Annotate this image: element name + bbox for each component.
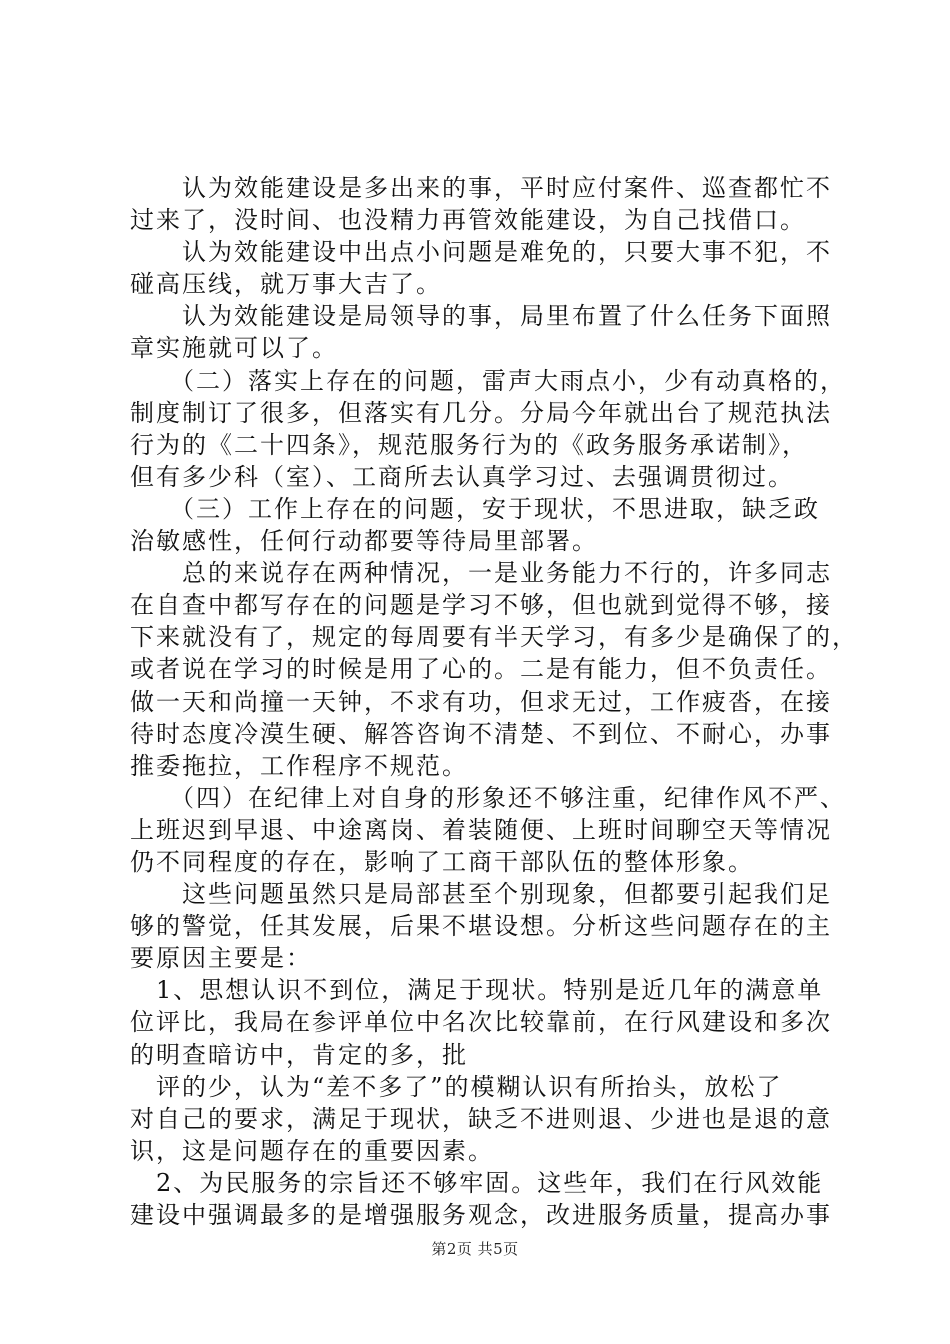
text-line: （二）落实上存在的问题，雷声大雨点小，少有动真格的， [130, 366, 846, 395]
text-line: 认为效能建设中出点小问题是难免的，只要大事不犯，不 [130, 238, 832, 267]
text-line: 够的警觉，任其发展，后果不堪设想。分析这些问题存在的主 [130, 912, 832, 941]
text-line: 这些问题虽然只是局部甚至个别现象，但都要引起我们足 [130, 880, 832, 909]
text-line: 1、思想认识不到位，满足于现状。特别是近几年的满意单 [130, 976, 824, 1005]
text-line: 待时态度冷漠生硬、解答咨询不清楚、不到位、不耐心，办事 [130, 719, 832, 748]
text-line: （四）在纪律上对自身的形象还不够注重，纪律作风不严、 [130, 783, 846, 812]
text-line: 识，这是问题存在的重要因素。 [130, 1136, 494, 1165]
text-line: 建设中强调最多的是增强服务观念，改进服务质量，提高办事 [130, 1201, 832, 1229]
text-line: 上班迟到早退、中途离岗、着装随便、上班时间聊空天等情况 [130, 815, 832, 844]
text-line: 推委拖拉，工作程序不规范。 [130, 751, 468, 780]
text-line: 下来就没有了，规定的每周要有半天学习，有多少是确保了的， [130, 623, 858, 652]
text-line: 做一天和尚撞一天钟，不求有功，但求无过，工作疲沓，在接 [130, 687, 832, 716]
page-number-footer: 第2页 共5页 [431, 1240, 519, 1258]
text-line: 碰高压线，就万事大吉了。 [130, 270, 442, 299]
text-line: 位评比，我局在参评单位中名次比较靠前，在行风建设和多次 [130, 1008, 832, 1037]
text-line: 对自己的要求，满足于现状，缺乏不进则退、少进也是退的意 [130, 1104, 832, 1133]
text-line: 但有多少科（室）、工商所去认真学习过、去强调贯彻过。 [130, 462, 794, 491]
text-line: 认为效能建设是多出来的事，平时应付案件、巡查都忙不 [130, 174, 832, 202]
text-line: 要原因主要是： [130, 944, 312, 973]
text-line: 2、为民服务的宗旨还不够牢固。这些年，我们在行风效能 [130, 1168, 824, 1197]
text-line: 或者说在学习的时候是用了心的。二是有能力，但不负责任。 [130, 655, 832, 684]
text-line: 总的来说存在两种情况，一是业务能力不行的，许多同志 [130, 559, 832, 588]
text-line: 制度制订了很多，但落实有几分。分局今年就出台了规范执法 [130, 398, 832, 427]
text-line: 在自查中都写存在的问题是学习不够，但也就到觉得不够，接 [130, 591, 832, 620]
text-line: 的明查暗访中，肯定的多，批 [130, 1040, 468, 1069]
text-line: （三）工作上存在的问题，安于现状，不思进取，缺乏政 [130, 494, 820, 523]
text-line: 治敏感性，任何行动都要等待局里部署。 [130, 527, 598, 556]
text-line: 过来了，没时间、也没精力再管效能建设，为自己找借口。 [130, 206, 806, 235]
text-line: 章实施就可以了。 [130, 334, 338, 363]
text-line: 认为效能建设是局领导的事，局里布置了什么任务下面照 [130, 302, 832, 331]
text-line: 仍不同程度的存在，影响了工商干部队伍的整体形象。 [130, 847, 754, 876]
document-body [130, 172, 858, 1231]
text-line: 行为的《二十四条》，规范服务行为的《政务服务承诺制》， [130, 430, 808, 459]
text-line: 评的少，认为“差不多了”的模糊认识有所抬头，放松了 [130, 1072, 783, 1101]
